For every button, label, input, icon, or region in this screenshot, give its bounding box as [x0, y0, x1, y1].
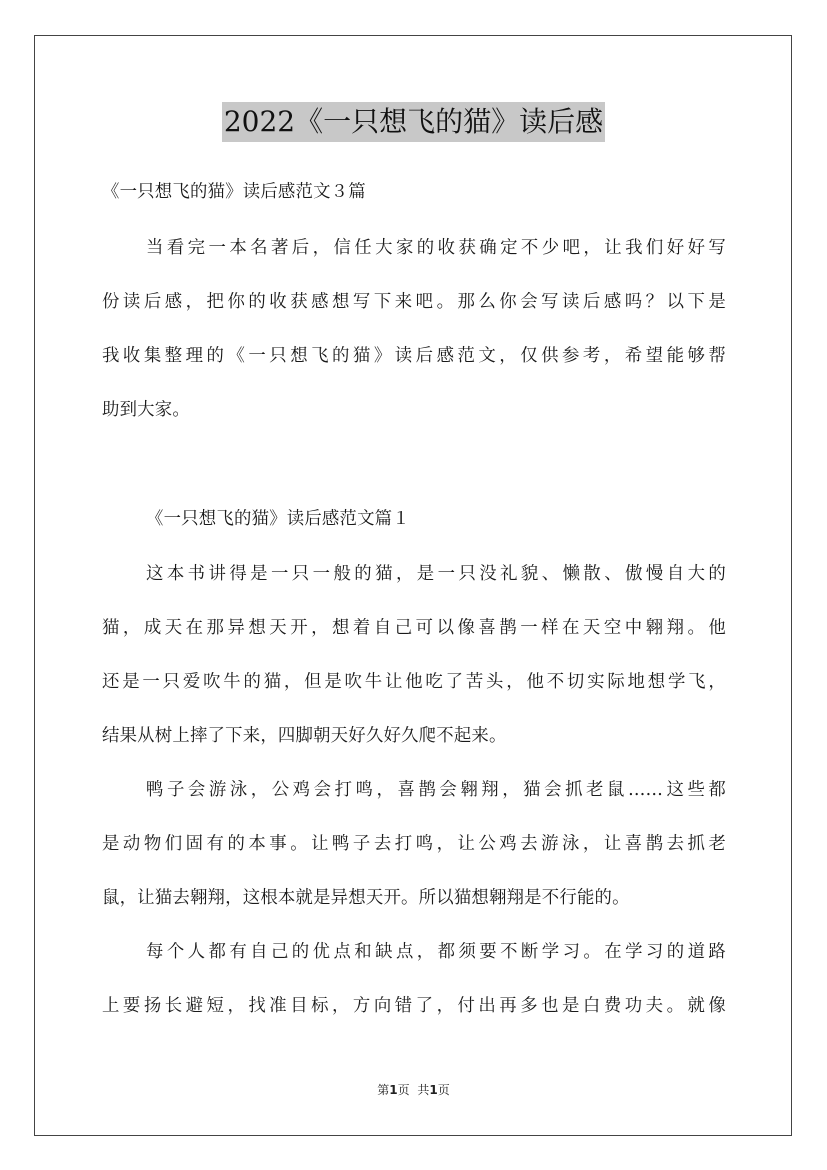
intro-line: 份读后感，把你的收获感想写下来吧。那么你会写读后感吗？以下是	[102, 292, 726, 312]
total-label-prefix: 共	[417, 1083, 430, 1097]
total-pages: 1	[429, 1083, 438, 1097]
document-title: 2022《一只想飞的猫》读后感	[222, 102, 605, 142]
intro-line: 当看完一本名著后，信任大家的收获确定不少吧，让我们好好写	[146, 238, 726, 258]
page-footer	[0, 1082, 827, 1098]
section-heading: 《一只想飞的猫》读后感范文篇１	[146, 509, 410, 529]
page-label-prefix: 第	[377, 1083, 390, 1097]
paragraph-line: 是动物们固有的本事。让鸭子去打鸣，让公鸡去游泳，让喜鹊去抓老	[102, 834, 726, 854]
paragraph-line: 鸭子会游泳，公鸡会打鸣，喜鹊会翱翔，猫会抓老鼠……这些都	[146, 780, 726, 800]
paragraph-line: 猫，成天在那异想天开，想着自己可以像喜鹊一样在天空中翱翔。他	[102, 618, 726, 638]
paragraph-line: 每个人都有自己的优点和缺点，都须要不断学习。在学习的道路	[146, 942, 726, 962]
total-label-suffix: 页	[437, 1083, 450, 1097]
page-number: 1	[389, 1083, 398, 1097]
intro-line: 助到大家。	[102, 400, 190, 420]
paragraph-line: 鼠，让猫去翱翔，这根本就是异想天开。所以猫想翱翔是不行能的。	[102, 888, 630, 908]
title-container	[0, 102, 827, 142]
paragraph-line: 这本书讲得是一只一般的猫，是一只没礼貌、懒散、傲慢自大的	[146, 564, 726, 584]
paragraph-line: 上要扬长避短，找准目标，方向错了，付出再多也是白费功夫。就像	[102, 996, 726, 1016]
paragraph-line: 结果从树上摔了下来，四脚朝天好久好久爬不起来。	[102, 726, 507, 746]
intro-line: 我收集整理的《一只想飞的猫》读后感范文，仅供参考，希望能够帮	[102, 346, 726, 366]
document-subtitle: 《一只想飞的猫》读后感范文３篇	[102, 182, 366, 202]
page-label-suffix: 页	[397, 1083, 410, 1097]
paragraph-line: 还是一只爱吹牛的猫，但是吹牛让他吃了苦头，他不切实际地想学飞，	[102, 672, 726, 692]
